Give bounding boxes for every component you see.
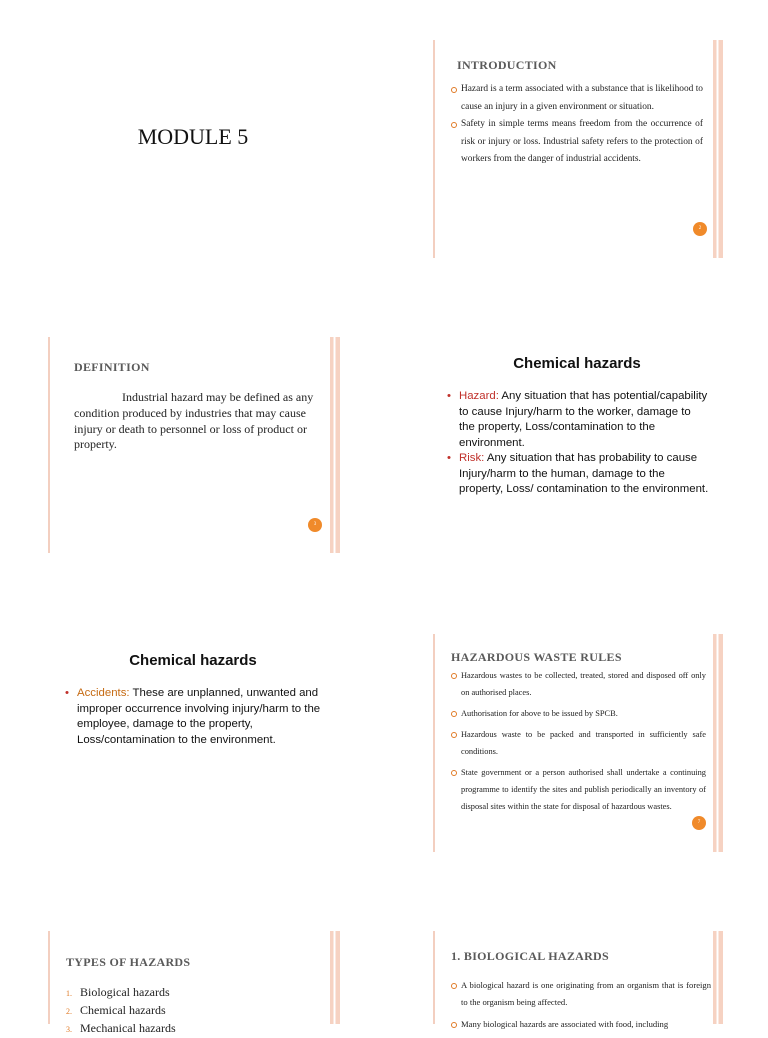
slide-title: INTRODUCTION	[457, 58, 557, 72]
bullet-list	[451, 977, 711, 1033]
slide-title: 1. BIOLOGICAL HAZARDS	[451, 949, 609, 963]
list-item	[447, 389, 709, 451]
slide-chemical-hazards-2	[48, 634, 338, 852]
slide-right-bar	[713, 931, 723, 1024]
bullet-list	[451, 81, 703, 169]
term-description: Any situation that has probability to cause Injury/harm to the human, damage to the property, Loss/ contamination to the environment.	[459, 452, 709, 495]
definition-text: Industrial hazard may be defined as any condition produced by industries that may cause injury or death to personnel or loss of product or property.	[74, 390, 314, 452]
term-label: Risk:	[459, 452, 485, 464]
list-item	[66, 984, 306, 1002]
list-item	[447, 451, 709, 498]
slide-title: Chemical hazards	[129, 652, 257, 669]
slide-biological-hazards	[433, 931, 723, 1029]
slide-definition	[48, 337, 340, 553]
slide-title: Chemical hazards	[513, 355, 641, 372]
slide-title: TYPES OF HAZARDS	[66, 955, 191, 969]
list-number: 3.	[66, 1025, 72, 1034]
slide-introduction	[433, 40, 723, 258]
bullet-list	[65, 686, 329, 748]
slide-module-title	[48, 40, 338, 258]
list-item: Hazard is a term associated with a substance that is likelihood to cause an injury in a given environment or situation.	[451, 81, 703, 116]
term-label: Accidents:	[77, 687, 130, 699]
list-item: Hazardous waste to be packed and transported in sufficiently safe conditions.	[451, 726, 706, 760]
list-label: Biological hazards	[80, 985, 170, 999]
slide-right-bar	[330, 931, 340, 1024]
list-number: 1.	[66, 989, 72, 998]
list-item: A biological hazard is one originating from an organism that is foreign to the organism being affected.	[451, 977, 711, 1011]
slide-right-bar	[713, 634, 723, 852]
list-number: 2.	[66, 1007, 72, 1016]
slide-right-bar	[713, 40, 723, 258]
page-number-badge: 7	[692, 816, 706, 830]
list-label: Mechanical hazards	[80, 1021, 176, 1035]
list-item	[66, 1020, 306, 1038]
list-label: Chemical hazards	[80, 1003, 166, 1017]
bullet-list	[447, 389, 709, 498]
slide-types-of-hazards	[48, 931, 340, 1035]
module-title: MODULE 5	[137, 124, 249, 149]
bullet-list	[451, 667, 706, 815]
term-description: These are unplanned, unwanted and improper occurrence involving injury/harm to the employee, damage to the property, Loss/contamination to the environment.	[77, 687, 321, 746]
slide-hazardous-waste-rules	[433, 634, 723, 852]
slide-chemical-hazards-1	[433, 337, 721, 553]
term-label: Hazard:	[459, 390, 499, 402]
list-item: Many biological hazards are associated with food, including	[451, 1016, 711, 1033]
list-item: Authorisation for above to be issued by SPCB.	[451, 705, 706, 722]
slide-title: DEFINITION	[74, 360, 150, 374]
list-item: Hazardous wastes to be collected, treated, stored and disposed off only on authorised places.	[451, 667, 706, 701]
page-number-badge: 3	[308, 518, 322, 532]
list-item	[65, 686, 329, 748]
slide-title: HAZARDOUS WASTE RULES	[451, 650, 622, 664]
page-number-badge: 2	[693, 222, 707, 236]
slide-right-bar	[330, 337, 340, 553]
types-list	[66, 984, 306, 1038]
term-description: Any situation that has potential/capability to cause Injury/harm to the worker, damage to the property, Loss/contamination to the environment.	[459, 390, 708, 449]
list-item: State government or a person authorised shall undertake a continuing programme to identify the sites and publish periodically an inventory of disposal sites within the state for disposal of hazardous wastes.	[451, 764, 706, 815]
list-item	[66, 1002, 306, 1020]
list-item: Safety in simple terms means freedom from the occurrence of risk or injury or loss. Industrial safety refers to the protection of workers from the danger of industrial accidents.	[451, 116, 703, 169]
